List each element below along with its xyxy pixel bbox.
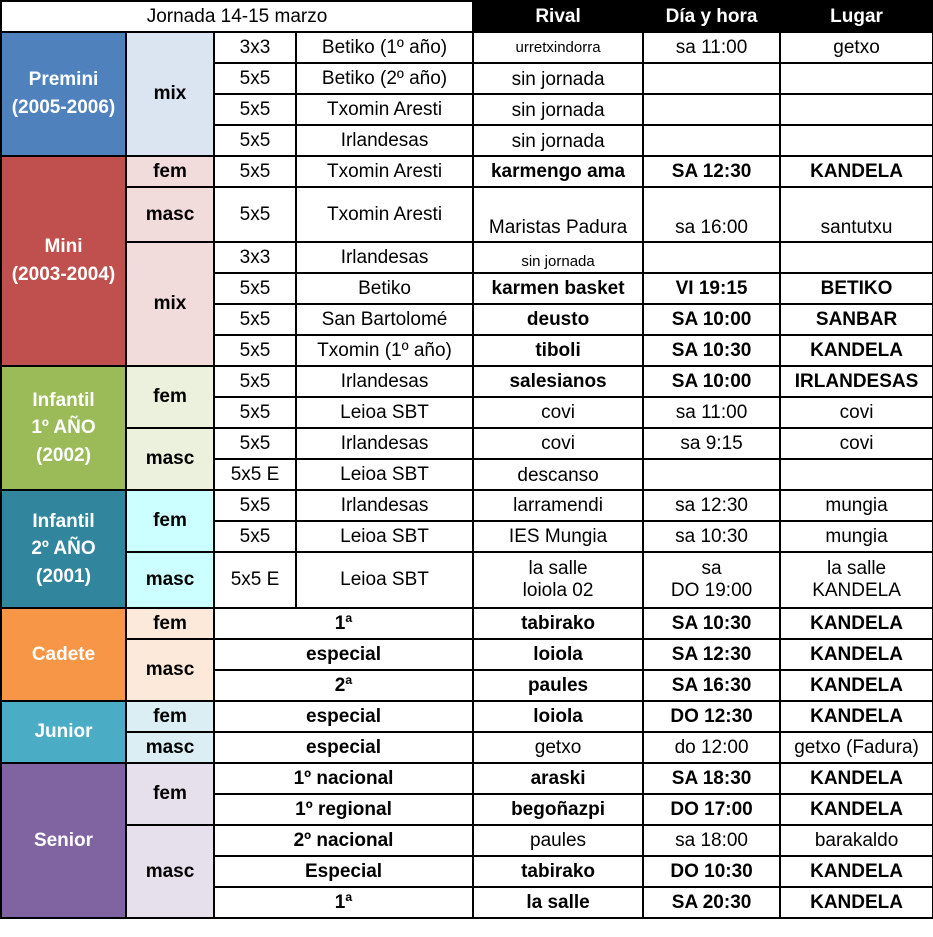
format-cell: 3x3 [214,242,296,273]
lugar-header: Lugar [780,1,933,32]
time-cell: SA 18:30 [643,763,780,794]
time-cell: sa 9:15 [643,428,780,459]
time-cell: SA 12:30 [643,156,780,187]
place-cell: KANDELA [780,639,933,670]
format-cell: 5x5 [214,366,296,397]
subcategory-fem: fem [126,366,214,428]
format-cell: 5x5 [214,94,296,125]
format-cell: 5x5 E [214,552,296,608]
level-cell: 2ª [214,670,473,701]
subcategory-fem: fem [126,763,214,825]
place-cell: santutxu [780,187,933,242]
level-cell: especial [214,701,473,732]
rival-cell: Maristas Padura [473,187,643,242]
team-cell: Txomin Aresti [296,156,473,187]
place-cell: mungia [780,490,933,521]
subcategory-mix: mix [126,242,214,366]
team-cell: Txomin Aresti [296,94,473,125]
subcategory-mix: mix [126,32,214,156]
rival-header: Rival [473,1,643,32]
subcategory-masc: masc [126,732,214,763]
rival-cell: larramendi [473,490,643,521]
place-cell: BETIKO [780,273,933,304]
format-cell: 5x5 [214,521,296,552]
table-row [1,608,933,639]
place-cell: KANDELA [780,887,933,918]
time-cell [643,242,780,273]
team-cell: Txomin (1º año) [296,335,473,366]
time-cell: do 12:00 [643,732,780,763]
time-cell [643,63,780,94]
table-row [1,242,933,273]
subcategory-masc: masc [126,187,214,242]
level-cell: Especial [214,856,473,887]
team-cell: Betiko (1º año) [296,32,473,63]
time-cell: DO 10:30 [643,856,780,887]
format-cell: 5x5 [214,273,296,304]
rival-cell: karmengo ama [473,156,643,187]
place-cell: KANDELA [780,608,933,639]
place-cell [780,459,933,490]
rival-cell: covi [473,397,643,428]
table-row [1,366,933,397]
time-cell: VI 19:15 [643,273,780,304]
place-cell: mungia [780,521,933,552]
table-row [1,732,933,763]
level-cell: 1ª [214,608,473,639]
subcategory-masc: masc [126,552,214,608]
team-cell: Betiko [296,273,473,304]
rival-cell: getxo [473,732,643,763]
team-cell: Irlandesas [296,366,473,397]
time-cell: sa 11:00 [643,397,780,428]
place-cell: IRLANDESAS [780,366,933,397]
time-cell [643,125,780,156]
format-cell: 5x5 [214,335,296,366]
team-cell: Irlandesas [296,428,473,459]
dia-hora-header: Día y hora [643,1,780,32]
place-cell: KANDELA [780,335,933,366]
time-cell: SA 10:00 [643,304,780,335]
rival-cell: loiola [473,701,643,732]
table-row [1,490,933,521]
rival-cell: la salle [473,887,643,918]
table-row [1,32,933,63]
time-cell [643,94,780,125]
subcategory-fem: fem [126,490,214,552]
table-row [1,825,933,856]
place-cell: covi [780,428,933,459]
rival-cell: begoñazpi [473,794,643,825]
header-row [1,1,933,32]
place-cell: KANDELA [780,156,933,187]
level-cell: 1º nacional [214,763,473,794]
format-cell: 3x3 [214,32,296,63]
rival-cell: sin jornada [473,63,643,94]
format-cell: 5x5 [214,304,296,335]
category-infantil-2: Infantil 2º AÑO (2001) [1,490,126,608]
subcategory-masc: masc [126,639,214,701]
rival-cell: tabirako [473,608,643,639]
format-cell: 5x5 E [214,459,296,490]
team-cell: Betiko (2º año) [296,63,473,94]
rival-cell: sin jornada [473,125,643,156]
subcategory-fem: fem [126,156,214,187]
place-cell [780,242,933,273]
table-row [1,701,933,732]
rival-cell: covi [473,428,643,459]
team-cell: Irlandesas [296,125,473,156]
time-cell: sa 11:00 [643,32,780,63]
place-cell [780,63,933,94]
time-cell: SA 20:30 [643,887,780,918]
rival-cell: paules [473,825,643,856]
place-cell: getxo [780,32,933,63]
team-cell: San Bartolomé [296,304,473,335]
place-cell: KANDELA [780,701,933,732]
format-cell: 5x5 [214,397,296,428]
format-cell: 5x5 [214,63,296,94]
category-junior: Junior [1,701,126,763]
time-cell: sa 18:00 [643,825,780,856]
rival-cell: deusto [473,304,643,335]
rival-cell: la salle loiola 02 [473,552,643,608]
team-cell: Leioa SBT [296,459,473,490]
time-cell [643,459,780,490]
subcategory-masc: masc [126,428,214,490]
rival-cell: araski [473,763,643,794]
time-cell: SA 16:30 [643,670,780,701]
level-cell: especial [214,639,473,670]
rival-cell: tabirako [473,856,643,887]
table-row [1,552,933,608]
time-cell: sa 12:30 [643,490,780,521]
rival-cell: sin jornada [473,242,643,273]
format-cell: 5x5 [214,125,296,156]
time-cell: sa 10:30 [643,521,780,552]
place-cell: SANBAR [780,304,933,335]
format-cell: 5x5 [214,156,296,187]
rival-cell: descanso [473,459,643,490]
subcategory-fem: fem [126,701,214,732]
place-cell: covi [780,397,933,428]
team-cell: Leioa SBT [296,521,473,552]
rival-cell: tiboli [473,335,643,366]
time-cell: SA 10:30 [643,335,780,366]
category-senior: Senior [1,763,126,918]
rival-cell: IES Mungia [473,521,643,552]
place-cell: KANDELA [780,763,933,794]
rival-cell: salesianos [473,366,643,397]
category-mini: Mini (2003-2004) [1,156,126,366]
subcategory-fem: fem [126,608,214,639]
place-cell: barakaldo [780,825,933,856]
time-cell: SA 12:30 [643,639,780,670]
jornada-title: Jornada 14-15 marzo [1,1,473,32]
place-cell: la salle KANDELA [780,552,933,608]
level-cell: 2º nacional [214,825,473,856]
table-row [1,763,933,794]
subcategory-masc: masc [126,825,214,918]
time-cell: sa 16:00 [643,187,780,242]
table-row [1,428,933,459]
rival-cell: karmen basket [473,273,643,304]
format-cell: 5x5 [214,490,296,521]
format-cell: 5x5 [214,187,296,242]
table-row [1,187,933,242]
category-cadete: Cadete [1,608,126,701]
level-cell: 1º regional [214,794,473,825]
place-cell [780,125,933,156]
team-cell: Leioa SBT [296,397,473,428]
place-cell: getxo (Fadura) [780,732,933,763]
rival-cell: sin jornada [473,94,643,125]
level-cell: 1ª [214,887,473,918]
time-cell: DO 17:00 [643,794,780,825]
place-cell: KANDELA [780,856,933,887]
team-cell: Irlandesas [296,242,473,273]
time-cell: sa DO 19:00 [643,552,780,608]
place-cell: KANDELA [780,670,933,701]
table-row [1,639,933,670]
team-cell: Txomin Aresti [296,187,473,242]
rival-cell: urretxindorra [473,32,643,63]
team-cell: Irlandesas [296,490,473,521]
place-cell [780,94,933,125]
category-infantil-1: Infantil 1º AÑO (2002) [1,366,126,490]
time-cell: DO 12:30 [643,701,780,732]
time-cell: SA 10:00 [643,366,780,397]
time-cell: SA 10:30 [643,608,780,639]
place-cell: KANDELA [780,794,933,825]
format-cell: 5x5 [214,428,296,459]
team-cell: Leioa SBT [296,552,473,608]
rival-cell: paules [473,670,643,701]
table-row [1,156,933,187]
category-premini: Premini (2005-2006) [1,32,126,156]
level-cell: especial [214,732,473,763]
rival-cell: loiola [473,639,643,670]
